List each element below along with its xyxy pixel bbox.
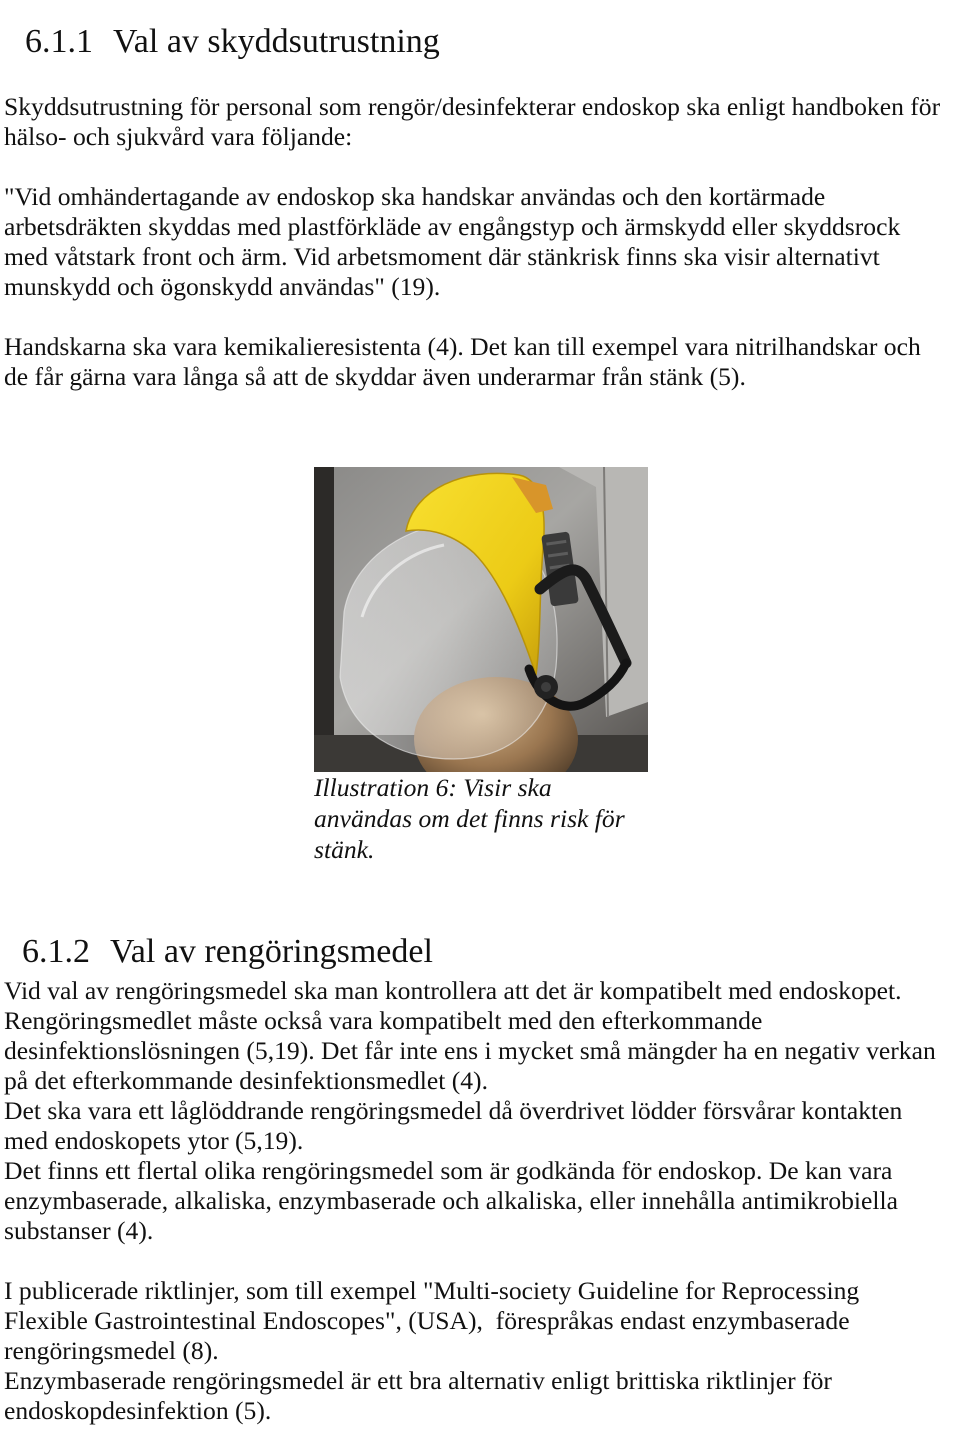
paragraph-line: Flexible Gastrointestinal Endoscopes", (USA), förespråkas endast enzymbaserade xyxy=(4,1306,850,1335)
section-heading-number: 6.1.2 xyxy=(22,933,90,970)
paragraph-line: "Vid omhändertagande av endoskop ska handskar användas och den kortärmade xyxy=(4,182,826,211)
paragraph-line: rengöringsmedel (8). xyxy=(4,1336,219,1365)
caption-line: Illustration 6: Visir ska xyxy=(314,773,552,802)
caption-line: stänk. xyxy=(314,835,375,864)
paragraph-line: med våtstark front och ärm. Vid arbetsmoment där stänkrisk finns ska visir alternativt xyxy=(4,242,880,271)
paragraph-spacer xyxy=(4,302,940,332)
paragraph-line: Det finns ett flertal olika rengöringsmedel som är godkända för endoskop. De kan vara xyxy=(4,1156,893,1185)
paragraph xyxy=(4,976,936,1246)
paragraph-line: på det efterkommande desinfektionsmedlet (4). xyxy=(4,1066,488,1095)
paragraph-line: enzymbaserade, alkaliska, enzymbaserade och alkaliska, eller innehålla antimikrobiella xyxy=(4,1186,898,1215)
paragraph xyxy=(4,182,940,302)
paragraph xyxy=(4,1276,936,1426)
paragraph-spacer xyxy=(4,152,940,182)
paragraph-spacer xyxy=(4,1246,936,1276)
paragraph-line: endoskopdesinfektion (5). xyxy=(4,1396,272,1425)
paragraph-line: munskydd och ögonskydd användas" (19). xyxy=(4,272,441,301)
figure-caption xyxy=(314,772,625,865)
section-body xyxy=(4,976,936,1426)
paragraph-line: de får gärna vara långa så att de skyddar även underarmar från stänk (5). xyxy=(4,362,746,391)
face-shield-illustration xyxy=(314,467,648,772)
paragraph-line: I publicerade riktlinjer, som till exempel "Multi-society Guideline for Reprocessing xyxy=(4,1276,860,1305)
section-heading-number: 6.1.1 xyxy=(25,23,93,60)
paragraph-line: Vid val av rengöringsmedel ska man kontrollera att det är kompatibelt med endoskopet. xyxy=(4,976,902,1005)
section-heading xyxy=(5,910,433,970)
section-heading-title: Val av skyddsutrustning xyxy=(113,23,440,60)
paragraph-line: Skyddsutrustning för personal som rengör/desinfekterar endoskop ska enligt handboken för xyxy=(4,92,941,121)
paragraph-line: med endoskopets ytor (5,19). xyxy=(4,1126,304,1155)
paragraph xyxy=(4,332,940,392)
paragraph-line: hälso- och sjukvård vara följande: xyxy=(4,122,353,151)
section-body xyxy=(4,92,940,392)
section-heading xyxy=(8,0,440,60)
paragraph-line: desinfektionslösningen (5,19). Det får inte ens i mycket små mängder ha en negativ verkan xyxy=(4,1036,936,1065)
paragraph-line: substanser (4). xyxy=(4,1216,154,1245)
paragraph-line: Rengöringsmedlet måste också vara kompatibelt med den efterkommande xyxy=(4,1006,763,1035)
paragraph xyxy=(4,92,940,152)
caption-line: användas om det finns risk för xyxy=(314,804,625,833)
paragraph-line: Enzymbaserade rengöringsmedel är ett bra alternativ enligt brittiska riktlinjer för xyxy=(4,1366,832,1395)
paragraph-line: Det ska vara ett låglöddrande rengöringsmedel då överdrivet lödder försvårar kontakten xyxy=(4,1096,903,1125)
section-heading-title: Val av rengöringsmedel xyxy=(110,933,433,970)
face-shield-photo xyxy=(314,467,648,772)
paragraph-line: Handskarna ska vara kemikalieresistenta (4). Det kan till exempel vara nitrilhandskar och xyxy=(4,332,921,361)
paragraph-line: arbetsdräkten skyddas med plastförkläde av engångstyp och ärmskydd eller skyddsrock xyxy=(4,212,901,241)
